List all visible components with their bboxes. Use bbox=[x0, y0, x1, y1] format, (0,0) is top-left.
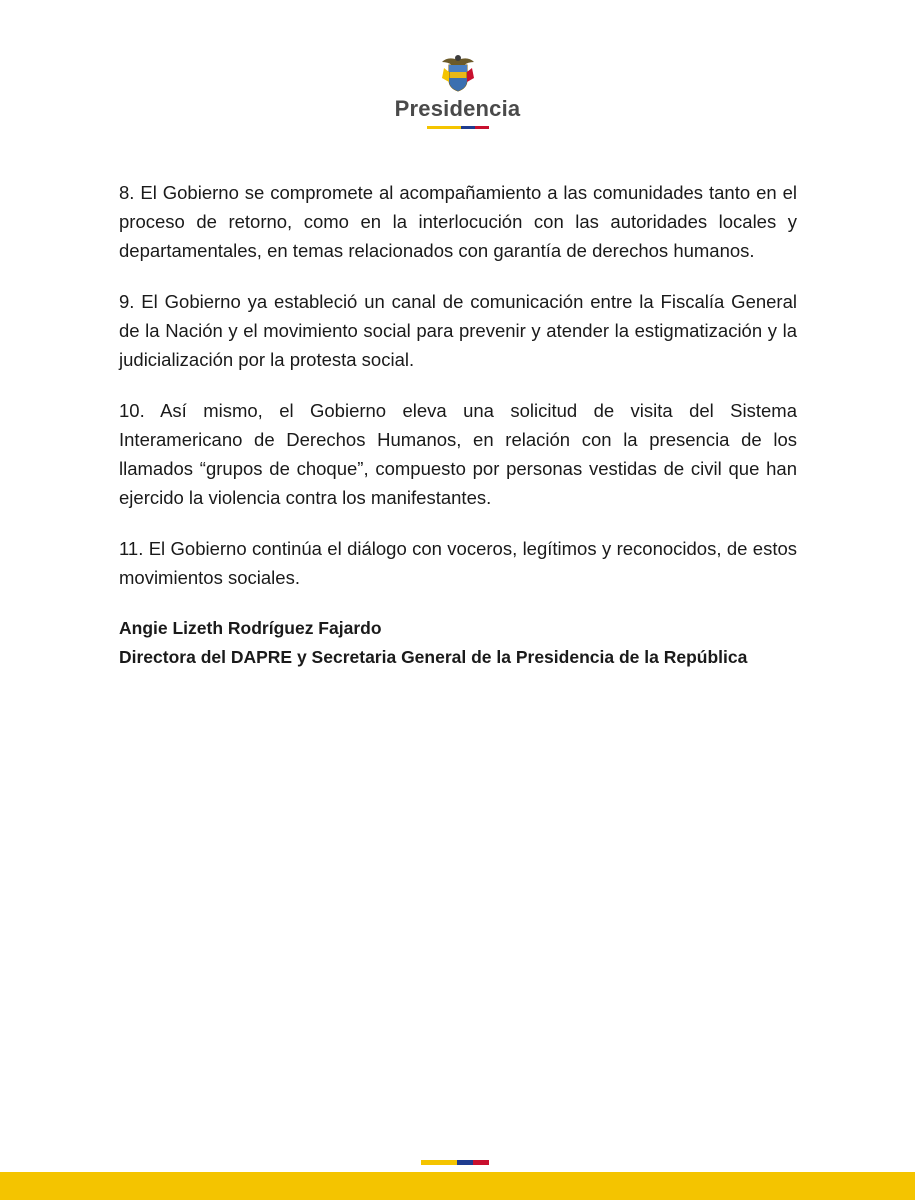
signature-title: Directora del DAPRE y Secretaria General de la Presidencia de la República bbox=[119, 647, 748, 667]
paragraph-10: 10. Así mismo, el Gobierno eleva una solicitud de visita del Sistema Interamericano de Derechos Humanos, en relación con la presencia de los llamados “grupos de choque”, compuesto por personas vestidas de civil que han ejercido la violencia contra los manifestantes. bbox=[119, 400, 797, 508]
brand-name: Presidencia bbox=[394, 96, 521, 121]
paragraph-9: 9. El Gobierno ya estableció un canal de comunicación entre la Fiscalía General de la Nación y el movimiento social para prevenir y atender la estigmatización y la judicialización por la protesta social. bbox=[119, 291, 797, 370]
paragraph-8: 8. El Gobierno se compromete al acompañamiento a las comunidades tanto en el proceso de retorno, como en la interlocución con las autoridades locales y departamentales, en temas relacionados con garantía de derechos humanos. bbox=[119, 182, 797, 261]
footer-bar bbox=[0, 1172, 915, 1200]
header-flag-stripe bbox=[427, 126, 489, 129]
coat-of-arms-icon bbox=[438, 52, 478, 94]
footer-flag-stripe bbox=[421, 1160, 489, 1165]
paragraph-11: 11. El Gobierno continúa el diálogo con voceros, legítimos y reconocidos, de estos movimientos sociales. bbox=[119, 538, 797, 588]
document-body bbox=[119, 178, 797, 672]
letterhead bbox=[0, 52, 915, 129]
signature-block bbox=[119, 614, 797, 672]
signature-name: Angie Lizeth Rodríguez Fajardo bbox=[119, 618, 382, 638]
